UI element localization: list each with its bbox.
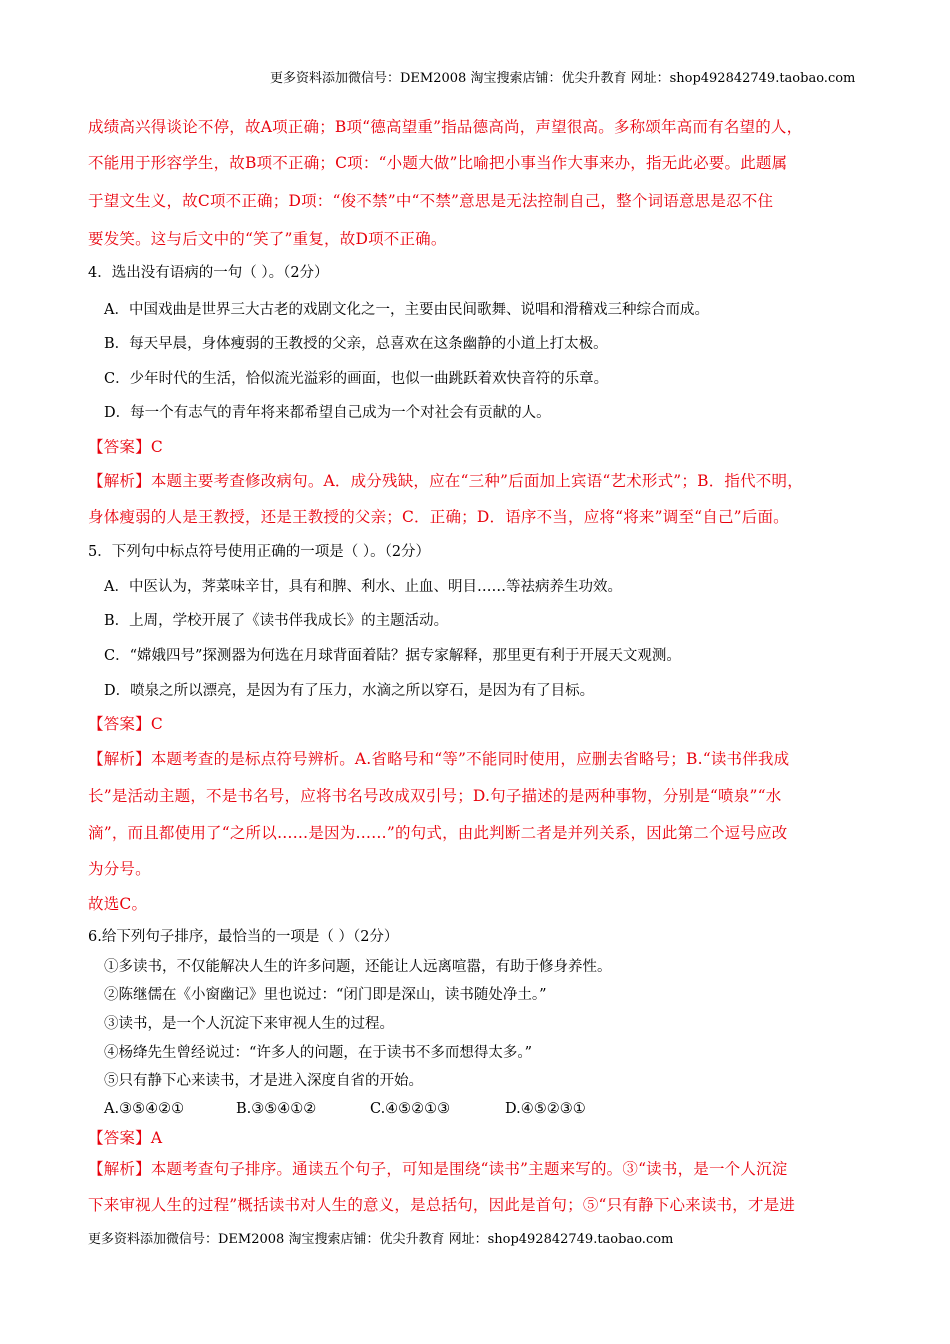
answer-label: 【答案】 (88, 1129, 151, 1147)
answer-value: A (150, 1129, 163, 1147)
analysis-line (88, 752, 789, 768)
analysis-line: 下来审视人生的过程”概括读书对人生的意义，是总括句，因此是首句；⑤“只有静下心来读书，才是进 (88, 1196, 796, 1214)
sentence-item: ⑤只有静下心来读书，才是进入深度自省的开始。 (104, 1073, 423, 1089)
analysis-line: 于望文生义，故C项不正确；D项：“俊不禁”中“不禁”意思是无法控制自己，整个词语意思是忍不住 (88, 192, 774, 210)
analysis-text: 本题考查的是标点符号辨析。A.省略号和“等”不能同时使用，应删去省略号；B.“读书伴我成 (150, 750, 790, 768)
answer-value: C (150, 438, 163, 456)
answer-line (88, 440, 163, 456)
analysis-line: 为分号。 (88, 860, 151, 878)
question-stem: 6.给下列句子排序，最恰当的一项是（ ）（2分） (88, 929, 399, 945)
conclusion-line: 故选C。 (88, 895, 148, 913)
choice-b: B.③⑤④①② (236, 1101, 317, 1117)
analysis-label: 【解析】 (88, 472, 151, 490)
page-header: 更多资料添加微信号：DEM2008 淘宝搜索店铺：优尖升教育 网址：shop492842749.taobao.com (270, 71, 856, 86)
choice-c: C.④⑤②①③ (370, 1101, 451, 1117)
answer-label: 【答案】 (88, 715, 151, 733)
option-a: A．中医认为，荠菜味辛甘，具有和脾、利水、止血、明目……等祛病养生功效。 (104, 579, 622, 595)
option-b: B．每天早晨，身体瘦弱的王教授的父亲，总喜欢在这条幽静的小道上打太极。 (104, 336, 608, 352)
sentence-item: ①多读书，不仅能解决人生的许多问题，还能让人远离喧嚣，有助于修身养性。 (104, 959, 612, 975)
sentence-item: ②陈继儒在《小窗幽记》里也说过：“闭门即是深山，读书随处净土。” (104, 987, 547, 1003)
analysis-line: 不能用于形容学生，故B项不正确；C项：“小题大做”比喻把小事当作大事来办，指无此必要。此题属 (88, 154, 788, 172)
page-footer: 更多资料添加微信号：DEM2008 淘宝搜索店铺：优尖升教育 网址：shop492842749.taobao.com (88, 1232, 674, 1247)
analysis-label: 【解析】 (88, 750, 151, 768)
question-stem: 5．下列句中标点符号使用正确的一项是（ ）。（2分） (88, 544, 431, 560)
option-a: A．中国戏曲是世界三大古老的戏剧文化之一，主要由民间歌舞、说唱和滑稽戏三种综合而成。 (104, 302, 709, 318)
analysis-line: 滴”，而且都使用了“之所以……是因为……”的句式，由此判断二者是并列关系，因此第二个逗号应改 (88, 824, 788, 842)
analysis-line: 长”是活动主题，不是书名号，应将书名号改成双引号；D.句子描述的是两种事物，分别是“喷泉”“水 (88, 787, 782, 805)
sentence-item: ③读书，是一个人沉淀下来审视人生的过程。 (104, 1016, 394, 1032)
analysis-line (88, 474, 803, 490)
question-stem: 4．选出没有语病的一句（ ）。（2分） (88, 265, 329, 281)
option-d: D．喷泉之所以漂亮，是因为有了压力，水滴之所以穿石，是因为有了目标。 (104, 683, 595, 699)
analysis-line: 身体瘦弱的人是王教授，还是王教授的父亲；C．正确；D．语序不当，应将“将来”调至“自己”后面。 (88, 508, 789, 526)
answer-line (88, 1131, 162, 1147)
analysis-line (88, 1162, 788, 1178)
choice-a: A.③⑤④②① (104, 1101, 185, 1117)
answer-label: 【答案】 (88, 438, 151, 456)
analysis-label: 【解析】 (88, 1160, 151, 1178)
analysis-line: 要发笑。这与后文中的“笑了”重复，故D项不正确。 (88, 230, 447, 248)
option-d: D．每一个有志气的青年将来都希望自己成为一个对社会有贡献的人。 (104, 405, 551, 421)
sentence-item: ④杨绛先生曾经说过：“许多人的问题，在于读书不多而想得太多。” (104, 1045, 533, 1061)
analysis-text: 本题主要考查修改病句。A．成分残缺，应在“三种”后面加上宾语“艺术形式”；B．指代不明， (150, 472, 803, 490)
option-c: C．“嫦娥四号”探测器为何选在月球背面着陆？据专家解释，那里更有利于开展天文观测。 (104, 648, 681, 664)
option-b: B．上周，学校开展了《读书伴我成长》的主题活动。 (104, 613, 449, 629)
answer-value: C (150, 715, 163, 733)
analysis-text: 本题考查句子排序。通读五个句子，可知是围绕“读书”主题来写的。③“读书，是一个人沉淀 (150, 1160, 788, 1178)
option-c: C．少年时代的生活，恰似流光溢彩的画面，也似一曲跳跃着欢快音符的乐章。 (104, 371, 609, 387)
analysis-line: 成绩高兴得谈论不停，故A项正确；B项“德高望重”指品德高尚，声望很高。多称颂年高而有名望的人， (88, 118, 803, 136)
answer-line (88, 717, 163, 733)
choice-d: D.④⑤②③① (505, 1101, 586, 1117)
